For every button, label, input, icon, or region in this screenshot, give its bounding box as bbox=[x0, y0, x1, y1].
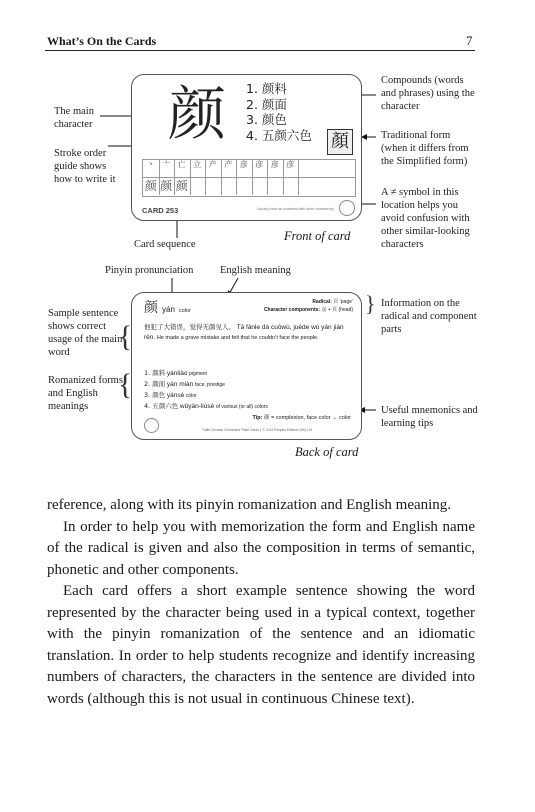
ann-sample-sentence: Sample sentence shows correct usage of the main word bbox=[48, 308, 123, 358]
back-tip bbox=[253, 413, 351, 421]
ann-stroke-order: Stroke order guide shows how to write it bbox=[54, 148, 116, 185]
back-compound-row: 1. 颜料 yánliào pigment bbox=[144, 369, 207, 377]
stroke-step: 丶 bbox=[143, 160, 160, 177]
back-compound-row: 3. 颜色 yánsè color bbox=[144, 391, 197, 399]
stroke-step: 颜 bbox=[174, 178, 191, 195]
card-hole-icon bbox=[144, 418, 159, 433]
back-head-char: 颜 bbox=[144, 300, 158, 316]
components-value: 彦 + 頁 (head) bbox=[321, 307, 353, 313]
back-compound-row: 2. 颜面 yán miàn face, prestige bbox=[144, 380, 225, 388]
ann-compounds: Compounds (words and phrases) using the character bbox=[381, 75, 475, 112]
back-radical-info bbox=[264, 298, 353, 314]
brace-romanized: { bbox=[118, 368, 133, 401]
stroke-step: 彦 bbox=[252, 160, 269, 177]
sentence-pinyin: Tā fànle dà cuòwù, juéde wú yán jiàn rén. bbox=[144, 324, 344, 341]
components-label: Character components: bbox=[263, 307, 321, 313]
front-card bbox=[131, 74, 362, 221]
stroke-step: 彦 bbox=[236, 160, 253, 177]
ann-main-character: The main character bbox=[54, 106, 94, 130]
ann-card-sequence: Card sequence bbox=[134, 239, 196, 250]
sentence-chinese: 他犯了大错误，觉得无颜见人。 bbox=[144, 323, 235, 331]
stroke-step: 颜 bbox=[159, 178, 176, 195]
back-head-pinyin: yán bbox=[162, 305, 175, 314]
back-card bbox=[131, 292, 362, 440]
sentence-english: He made a grave mistake and felt that he couldn’t face the people. bbox=[156, 334, 319, 341]
body-text bbox=[47, 495, 475, 710]
page-number: 7 bbox=[466, 33, 473, 48]
stroke-step: 颜 bbox=[143, 178, 160, 195]
ann-mnemonics: Useful mnemonics and learning tips bbox=[381, 405, 478, 429]
tip-label: Tip: bbox=[252, 415, 263, 421]
back-footer: Tuttle Chinese Characters Flash Cards 1 © 2012 Periplus Editions (HK) Ltd bbox=[202, 428, 312, 432]
running-header-title: What’s On the Cards bbox=[47, 34, 157, 48]
card-number: CARD 253 bbox=[142, 206, 179, 215]
stroke-step: 亠 bbox=[159, 160, 176, 177]
front-compound: 1. 颜料 bbox=[246, 81, 287, 96]
back-caption: Back of card bbox=[295, 445, 359, 459]
stroke-step: 彦 bbox=[283, 160, 300, 177]
ann-pinyin: Pinyin pronunciation bbox=[105, 265, 194, 276]
stroke-step: 彦 bbox=[267, 160, 284, 177]
stroke-step: 产 bbox=[221, 160, 238, 177]
front-compound: 2. 颜面 bbox=[246, 96, 287, 112]
main-character: 颜 bbox=[168, 80, 227, 148]
front-compound: 3. 颜色 bbox=[246, 112, 287, 127]
back-headword bbox=[144, 297, 191, 317]
brace-sample: { bbox=[118, 320, 133, 353]
front-footnote: Usually must be combined with other character(s) bbox=[257, 207, 334, 211]
radical-value: 頁 ‘page’ bbox=[333, 299, 353, 305]
ann-traditional: Traditional form (when it differs from the Simplified form) bbox=[381, 130, 469, 167]
tip-text: 颜 = complexion, face color → color bbox=[264, 415, 351, 421]
brace-radical: } bbox=[365, 291, 376, 316]
stroke-step: 亡 bbox=[174, 160, 191, 177]
card-hole-icon bbox=[339, 200, 355, 216]
ann-english: English meaning bbox=[220, 265, 291, 276]
back-compound-row: 4. 五颜六色 wǔyán-liùsè of various (or all) colors bbox=[144, 402, 268, 410]
back-compounds bbox=[144, 368, 268, 412]
paragraph: Each card offers a short example sentence showing the word represented by the character being used in a typical context, together with the pinyin romanization of the sentence and an idiomatic translation. In order to help students recognize and identify increasing numbers of characters, the characters in the sentence are divided into words (although this is not usual in continuous Chinese text). bbox=[47, 583, 475, 707]
ann-radical: Information on the radical and component parts bbox=[381, 298, 477, 335]
ann-romanized: Romanized forms and English meanings bbox=[48, 375, 123, 412]
stroke-step: 产 bbox=[205, 160, 222, 177]
front-compound: 4. 五颜六色 bbox=[246, 127, 312, 143]
traditional-character: 顏 bbox=[327, 129, 353, 155]
front-compounds bbox=[246, 81, 312, 143]
paragraph: In order to help you with memorization the form and English name of the radical is given and also the composition in terms of semantic, phonetic and other components. bbox=[47, 518, 475, 578]
paragraph: reference, along with its pinyin romanization and English meaning. bbox=[47, 497, 452, 513]
radical-label: Radical: bbox=[312, 299, 332, 305]
back-head-meaning: color bbox=[178, 308, 191, 314]
ann-confusion: A ≠ symbol in this location helps you avoid confusion with other similar-looking characters bbox=[381, 187, 470, 250]
stroke-order-grid bbox=[142, 159, 356, 197]
front-caption: Front of card bbox=[284, 229, 351, 243]
stroke-step: 立 bbox=[190, 160, 207, 177]
sample-sentence bbox=[144, 323, 354, 343]
